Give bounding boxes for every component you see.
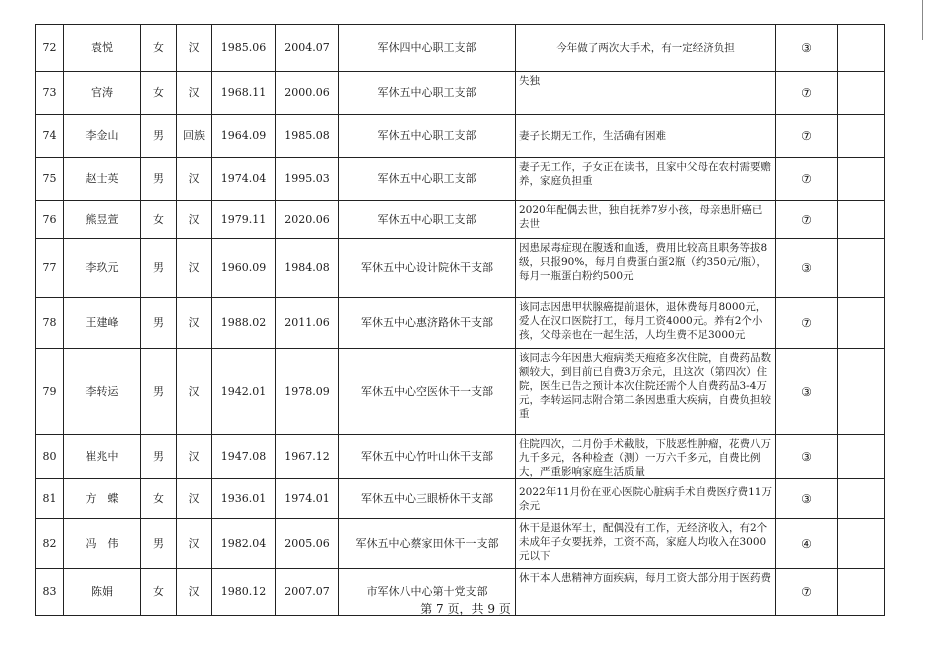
hardship-remark — [516, 298, 776, 349]
person-name: 崔兆中 — [64, 435, 141, 479]
birth-date: 1960.09 — [212, 239, 276, 298]
birth-date: 1947.08 — [212, 435, 276, 479]
join-date: 1974.01 — [276, 479, 339, 519]
category-mark: ⑦ — [776, 115, 838, 158]
join-date: 2007.07 — [276, 569, 339, 616]
gender: 女 — [141, 479, 177, 519]
gender: 男 — [141, 158, 177, 201]
party-branch: 军休五中心职工支部 — [339, 72, 516, 115]
table-row — [36, 201, 885, 239]
person-name: 李玖元 — [64, 239, 141, 298]
gender: 男 — [141, 298, 177, 349]
gender: 女 — [141, 72, 177, 115]
hardship-remark — [516, 25, 776, 72]
hardship-remark — [516, 519, 776, 569]
table-row — [36, 25, 885, 72]
ethnicity: 汉 — [177, 349, 212, 435]
table-row — [36, 158, 885, 201]
birth-date: 1988.02 — [212, 298, 276, 349]
birth-date: 1968.11 — [212, 72, 276, 115]
remark-text: 2022年11月份在亚心医院心脏病手术自费医疗费11万余元 — [519, 485, 772, 512]
remark-text: 该同志因患甲状腺癌提前退休，退休费每月8000元，爱人在汉口医院打工，每月工资4000元。养有2个小孩，父母亲也在一起生活，人均生费不足3000元 — [519, 301, 767, 341]
extra-cell — [838, 239, 885, 298]
row-number: 72 — [36, 25, 64, 72]
category-mark: ③ — [776, 239, 838, 298]
party-branch: 军休五中心职工支部 — [339, 158, 516, 201]
category-mark: ③ — [776, 25, 838, 72]
extra-cell — [838, 25, 885, 72]
extra-cell — [838, 519, 885, 569]
page-number-footer: 第 7 页，共 9 页 — [420, 602, 511, 616]
row-number: 74 — [36, 115, 64, 158]
row-number: 81 — [36, 479, 64, 519]
person-name: 赵士英 — [64, 158, 141, 201]
join-date: 1978.09 — [276, 349, 339, 435]
row-number: 80 — [36, 435, 64, 479]
remark-text: 住院四次，二月份手术截肢，下肢恶性肿瘤，花费八万九千多元，各种检查（测）一万六千多元，自费比例大，严重影响家庭生活质量 — [519, 438, 771, 478]
remark-text: 妻子无工作，子女正在读书，且家中父母在农村需要赡养，家庭负担重 — [519, 161, 771, 187]
hardship-remark — [516, 479, 776, 519]
category-mark: ③ — [776, 479, 838, 519]
category-mark: ⑦ — [776, 569, 838, 616]
person-name: 袁悦 — [64, 25, 141, 72]
gender: 女 — [141, 25, 177, 72]
ethnicity: 汉 — [177, 239, 212, 298]
page-edge-mark — [922, 0, 931, 40]
birth-date: 1982.04 — [212, 519, 276, 569]
ethnicity: 汉 — [177, 25, 212, 72]
ethnicity: 汉 — [177, 479, 212, 519]
ethnicity: 回族 — [177, 115, 212, 158]
table-body — [36, 25, 885, 616]
extra-cell — [838, 115, 885, 158]
table-row — [36, 349, 885, 435]
birth-date: 1974.04 — [212, 158, 276, 201]
join-date: 2000.06 — [276, 72, 339, 115]
extra-cell — [838, 158, 885, 201]
join-date: 1985.08 — [276, 115, 339, 158]
gender: 女 — [141, 569, 177, 616]
party-branch: 军休五中心职工支部 — [339, 115, 516, 158]
extra-cell — [838, 298, 885, 349]
category-mark: ⑦ — [776, 72, 838, 115]
hardship-remark — [516, 115, 776, 158]
table-row — [36, 298, 885, 349]
party-branch: 军休五中心空医休干一支部 — [339, 349, 516, 435]
birth-date: 1980.12 — [212, 569, 276, 616]
person-name: 陈娟 — [64, 569, 141, 616]
ethnicity: 汉 — [177, 519, 212, 569]
category-mark: ③ — [776, 435, 838, 479]
category-mark: ③ — [776, 349, 838, 435]
person-name: 王建峰 — [64, 298, 141, 349]
table-row — [36, 519, 885, 569]
join-date: 2011.06 — [276, 298, 339, 349]
ethnicity: 汉 — [177, 569, 212, 616]
category-mark: ⑦ — [776, 158, 838, 201]
hardship-remark — [516, 72, 776, 115]
remark-text: 休干是退休军士，配偶没有工作，无经济收入，有2个未成年子女要抚养，工资不高，家庭人均收入在3000元以下 — [519, 522, 768, 562]
birth-date: 1985.06 — [212, 25, 276, 72]
person-name: 李转运 — [64, 349, 141, 435]
row-number: 75 — [36, 158, 64, 201]
person-name: 熊昱萱 — [64, 201, 141, 239]
birth-date: 1964.09 — [212, 115, 276, 158]
row-number: 73 — [36, 72, 64, 115]
birth-date: 1942.01 — [212, 349, 276, 435]
table-row — [36, 72, 885, 115]
extra-cell — [838, 72, 885, 115]
hardship-remark — [516, 239, 776, 298]
row-number: 83 — [36, 569, 64, 616]
gender: 男 — [141, 239, 177, 298]
remark-text: 失独 — [519, 75, 540, 87]
ethnicity: 汉 — [177, 158, 212, 201]
remark-text: 该同志今年因患大疱病类天疱疮多次住院，自费药品数额较大，到目前已自费3万余元，且这次（第四次）住院，医生已告之预计本次住院还需个人自费药品3-4万元，李转运同志附合第二条因患重大疾病，自费负担较重 — [519, 352, 771, 420]
gender: 女 — [141, 201, 177, 239]
category-mark: ⑦ — [776, 298, 838, 349]
person-name: 冯 伟 — [64, 519, 141, 569]
row-number: 77 — [36, 239, 64, 298]
category-mark: ④ — [776, 519, 838, 569]
ethnicity: 汉 — [177, 72, 212, 115]
party-branch: 军休五中心惠济路休干支部 — [339, 298, 516, 349]
row-number: 79 — [36, 349, 64, 435]
ethnicity: 汉 — [177, 298, 212, 349]
join-date: 2005.06 — [276, 519, 339, 569]
party-branch: 军休五中心竹叶山休干支部 — [339, 435, 516, 479]
join-date: 2004.07 — [276, 25, 339, 72]
ethnicity: 汉 — [177, 201, 212, 239]
category-mark: ⑦ — [776, 201, 838, 239]
hardship-remark — [516, 201, 776, 239]
hardship-remark — [516, 435, 776, 479]
remark-text: 休干本人患精神方面疾病，每月工资大部分用于医药费 — [519, 572, 771, 584]
table-row — [36, 115, 885, 158]
join-date: 1995.03 — [276, 158, 339, 201]
gender: 男 — [141, 349, 177, 435]
person-name: 李金山 — [64, 115, 141, 158]
gender: 男 — [141, 115, 177, 158]
hardship-records-table — [35, 24, 885, 616]
ethnicity: 汉 — [177, 435, 212, 479]
gender: 男 — [141, 435, 177, 479]
party-branch: 市军休八中心第十党支部 — [339, 569, 516, 616]
remark-text: 今年做了两次大手术，有一定经济负担 — [556, 42, 735, 54]
row-number: 82 — [36, 519, 64, 569]
remark-text: 妻子长期无工作，生活确有困难 — [519, 130, 666, 142]
hardship-remark — [516, 158, 776, 201]
table-row — [36, 239, 885, 298]
row-number: 76 — [36, 201, 64, 239]
join-date: 2020.06 — [276, 201, 339, 239]
person-name: 官涛 — [64, 72, 141, 115]
row-number: 78 — [36, 298, 64, 349]
join-date: 1967.12 — [276, 435, 339, 479]
extra-cell — [838, 201, 885, 239]
join-date: 1984.08 — [276, 239, 339, 298]
remark-text: 2020年配偶去世，独自抚养7岁小孩，母亲患肝癌已去世 — [519, 204, 763, 230]
hardship-remark — [516, 349, 776, 435]
extra-cell — [838, 349, 885, 435]
remark-text: 因患尿毒症现在腹透和血透，费用比较高且职务等拔8级，只报90%，每月自费蛋白蛋2瓶（约350元/瓶），每月一瓶蛋白粉约500元 — [519, 242, 768, 282]
party-branch: 军休五中心设计院休干支部 — [339, 239, 516, 298]
party-branch: 军休五中心三眼桥休干支部 — [339, 479, 516, 519]
table-row — [36, 479, 885, 519]
party-branch: 军休五中心职工支部 — [339, 201, 516, 239]
table-row — [36, 435, 885, 479]
birth-date: 1979.11 — [212, 201, 276, 239]
gender: 男 — [141, 519, 177, 569]
person-name: 方 蝶 — [64, 479, 141, 519]
birth-date: 1936.01 — [212, 479, 276, 519]
extra-cell — [838, 435, 885, 479]
extra-cell — [838, 479, 885, 519]
party-branch: 军休四中心职工支部 — [339, 25, 516, 72]
party-branch: 军休五中心蔡家田休干一支部 — [339, 519, 516, 569]
